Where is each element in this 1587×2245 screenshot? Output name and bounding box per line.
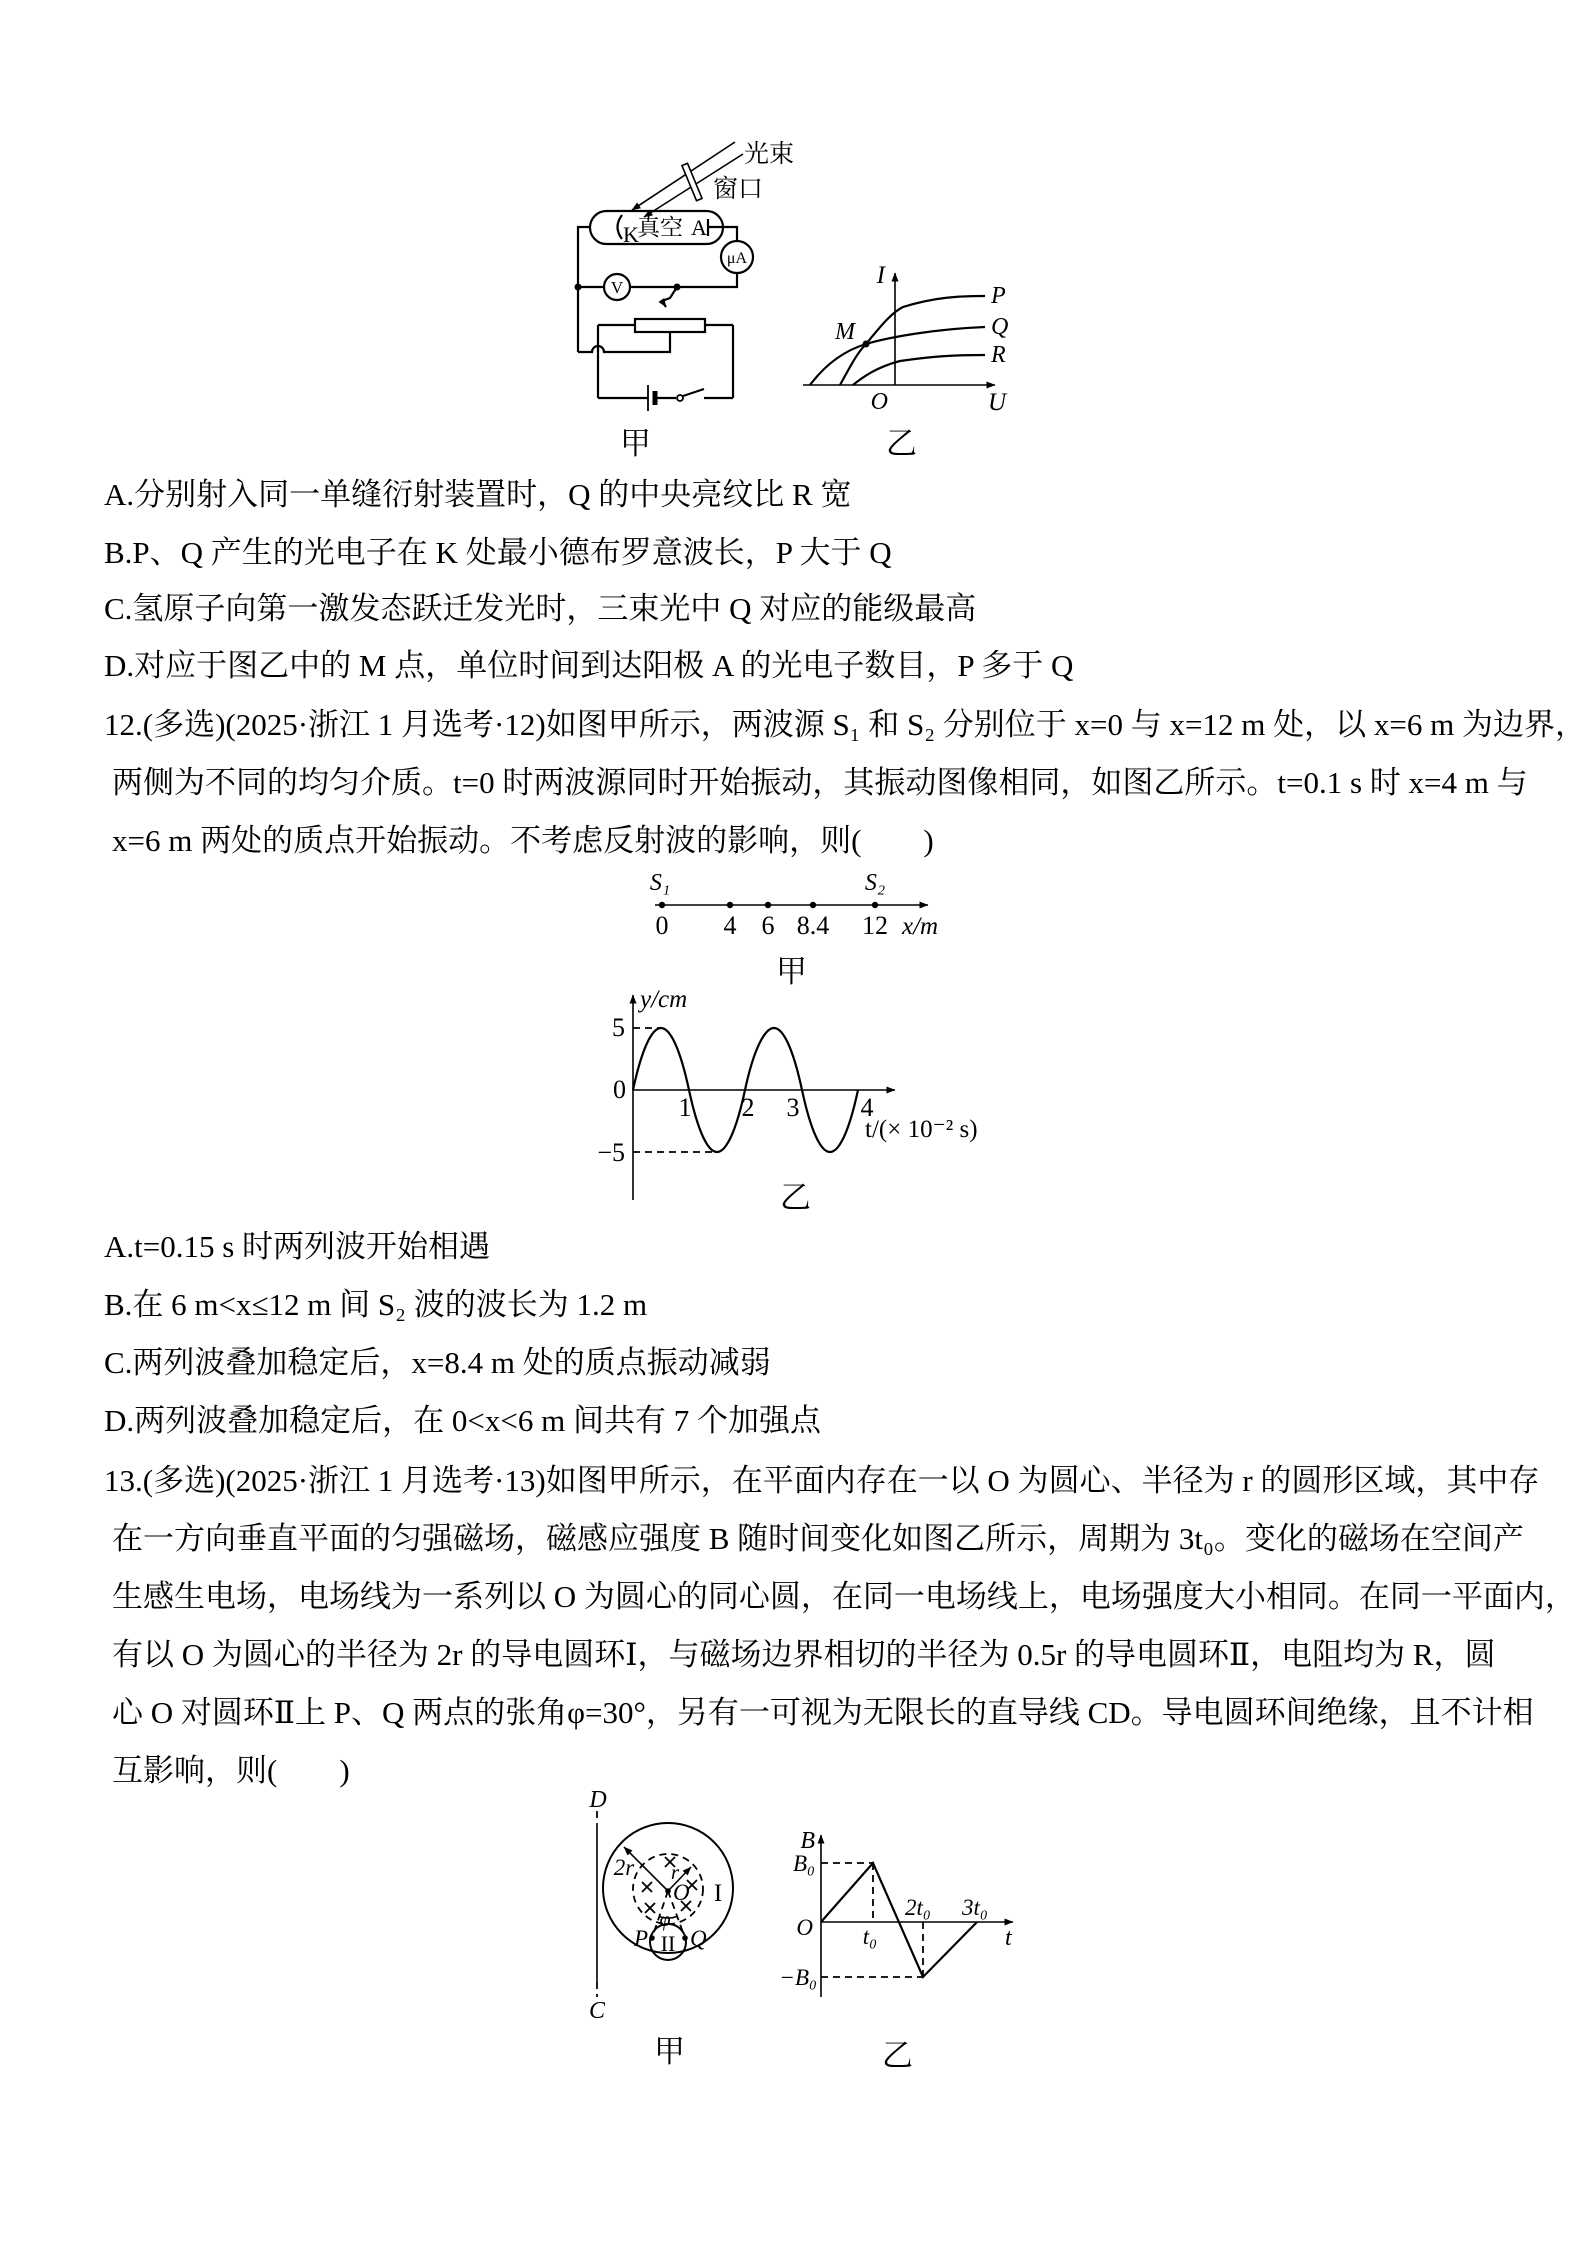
- circuit-wire: [677, 273, 737, 287]
- point-m-dot: [863, 341, 870, 348]
- tick-label: 3: [786, 1093, 800, 1122]
- option-line: B.P、Q 产生的光电子在 K 处最小德布罗意波长，P 大于 Q: [104, 535, 892, 570]
- t3-label: 3t₀: [962, 1895, 988, 1920]
- i-axis-label: I: [876, 262, 885, 289]
- point-m-label: M: [835, 319, 855, 345]
- b-axis-label: B: [800, 1828, 815, 1854]
- curve-p: [840, 296, 985, 385]
- stem-line: 在一方向垂直平面的匀强磁场，磁感应强度 B 随时间变化如图乙所示，周期为 3t₀。变化的磁场在空间产: [112, 1521, 1524, 1556]
- wire-d-label: D: [589, 1787, 607, 1813]
- stem-line: 12.(多选)(2025·浙江 1 月选考·12)如图甲所示，两波源 S₁ 和 S₂ 分别位于 x=0 与 x=12 m 处，以 x=6 m 为边界，: [104, 707, 1586, 742]
- axis-dot: [659, 902, 665, 908]
- junction-dot: [575, 284, 582, 291]
- beam-label: 光束: [744, 141, 795, 168]
- tick-label: 1: [678, 1093, 692, 1122]
- t0-label: t₀: [862, 1924, 878, 1949]
- phi-label: φ: [659, 1909, 671, 1931]
- x-axis-label: x/m: [902, 913, 939, 940]
- tick-label: 8.4: [796, 911, 830, 940]
- figure-caption-jia: 甲: [620, 426, 651, 461]
- stem-line: 心 O 对圆环Ⅱ上 P、Q 两点的张角φ=30°，另有一可视为无限长的直导线 CD。导电圆环间绝缘，且不计相: [112, 1695, 1534, 1730]
- origin-label: O: [870, 389, 888, 415]
- switch-pivot: [677, 395, 683, 401]
- curve-r: [853, 355, 985, 385]
- axis-dot: [810, 902, 816, 908]
- origin-label: O: [796, 1915, 813, 1940]
- neg-b0-label: −B₀: [779, 1965, 817, 1990]
- origin-label: 0: [613, 1075, 626, 1104]
- figure-caption-yi: 乙: [780, 1180, 811, 1215]
- b0-label: B₀: [792, 1851, 815, 1876]
- source-s2-label: S₂: [864, 870, 886, 896]
- voltmeter-label: V: [610, 278, 624, 297]
- center-o-label: O: [673, 1880, 690, 1905]
- curve-q-label: Q: [991, 314, 1009, 340]
- b-t-line: [821, 1863, 977, 1977]
- ring-two-label: II: [660, 1931, 676, 1956]
- option-line: A.t=0.15 s 时两列波开始相遇: [104, 1229, 491, 1264]
- radius-2r-label: 2r: [613, 1855, 635, 1880]
- t-axis-label: t: [1005, 1925, 1012, 1951]
- vacuum-label: 真空: [637, 215, 683, 240]
- figure-caption-yi: 乙: [886, 426, 917, 461]
- stem-line: 有以 O 为圆心的半径为 2r 的导电圆环Ⅰ，与磁场边界相切的半径为 0.5r 的导电圆环Ⅱ，电阻均为 R，圆: [112, 1637, 1496, 1672]
- curve-r-label: R: [991, 342, 1006, 368]
- option-line: C.氢原子向第一激发态跃迁发光时，三束光中 Q 对应的能级最高: [104, 591, 977, 626]
- option-line: D.对应于图乙中的 M 点，单位时间到达阳极 A 的光电子数目，P 多于 Q: [104, 648, 1074, 683]
- anode-label: A: [691, 215, 707, 240]
- tick-label: 6: [761, 911, 775, 940]
- wire-c-label: C: [588, 1998, 606, 2024]
- u-axis-label: U: [988, 389, 1007, 416]
- wave-sources-axis-figure: [630, 870, 960, 950]
- point-q-dot: [682, 1935, 688, 1941]
- option-line: D.两列波叠加稳定后，在 0<x<6 m 间共有 7 个加强点: [104, 1403, 821, 1438]
- point-p-label: P: [633, 1926, 648, 1951]
- y-axis-label: y/cm: [640, 986, 688, 1013]
- iu-graph-figure: [795, 262, 1020, 440]
- curve-p-label: P: [991, 283, 1006, 309]
- cathode-plate: [618, 215, 623, 239]
- window-label: 窗口: [713, 176, 764, 203]
- point-q-label: Q: [690, 1926, 707, 1951]
- tick-label: 12: [862, 911, 888, 940]
- option-line: C.两列波叠加稳定后，x=8.4 m 处的质点振动减弱: [104, 1345, 771, 1380]
- stem-line: 两侧为不同的均匀介质。t=0 时两波源同时开始振动，其振动图像相同，如图乙所示。t=0.1 s 时 x=4 m 与: [112, 765, 1528, 800]
- stem-line: x=6 m 两处的质点开始振动。不考虑反射波的影响，则( ): [112, 823, 934, 858]
- switch-lever: [683, 389, 704, 396]
- figure-caption-jia: 甲: [654, 2034, 685, 2069]
- axis-dot: [872, 902, 878, 908]
- stem-line: 生感生电场，电场线为一系列以 O 为圆心的同心圆，在同一电场线上，电场强度大小相同。在同一平面内，: [112, 1579, 1576, 1614]
- tick-label: 2: [741, 1093, 755, 1122]
- tick-label: 4: [860, 1093, 874, 1122]
- option-line: A.分别射入同一单缝衍射装置时，Q 的中央亮纹比 R 宽: [104, 477, 852, 512]
- rheostat: [635, 319, 705, 332]
- radius-r-label: r: [670, 1860, 680, 1884]
- ring-one-label: I: [713, 1880, 723, 1907]
- option-line: B.在 6 m<x≤12 m 间 S₂ 波的波长为 1.2 m: [104, 1287, 648, 1322]
- tick-label: 4: [723, 911, 737, 940]
- slider-arrow: [662, 287, 677, 307]
- point-p-dot: [649, 1935, 655, 1941]
- x-axis-label: t/(× 10⁻² s): [865, 1116, 978, 1143]
- cathode-label: K: [623, 222, 639, 247]
- stem-line: 13.(多选)(2025·浙江 1 月选考·13)如图甲所示，在平面内存在一以 O 为圆心、半径为 r 的圆形区域，其中存: [104, 1463, 1540, 1498]
- figure-caption-jia: 甲: [776, 954, 807, 989]
- t2-label: 2t₀: [905, 1895, 931, 1920]
- microammeter-label: μA: [726, 250, 748, 267]
- bt-graph-figure: [775, 1825, 1030, 2010]
- y-max-label: 5: [612, 1013, 625, 1042]
- stem-line: 互影响，则( ): [112, 1753, 350, 1788]
- source-s1-label: S₁: [649, 870, 671, 896]
- axis-dot: [765, 902, 771, 908]
- axis-dot: [727, 902, 733, 908]
- figure-caption-yi: 乙: [882, 2038, 913, 2073]
- tick-label: 0: [655, 911, 669, 940]
- y-min-label: −5: [597, 1138, 625, 1167]
- crossover-wire: [578, 332, 670, 352]
- photoelectric-circuit-figure: [555, 115, 815, 460]
